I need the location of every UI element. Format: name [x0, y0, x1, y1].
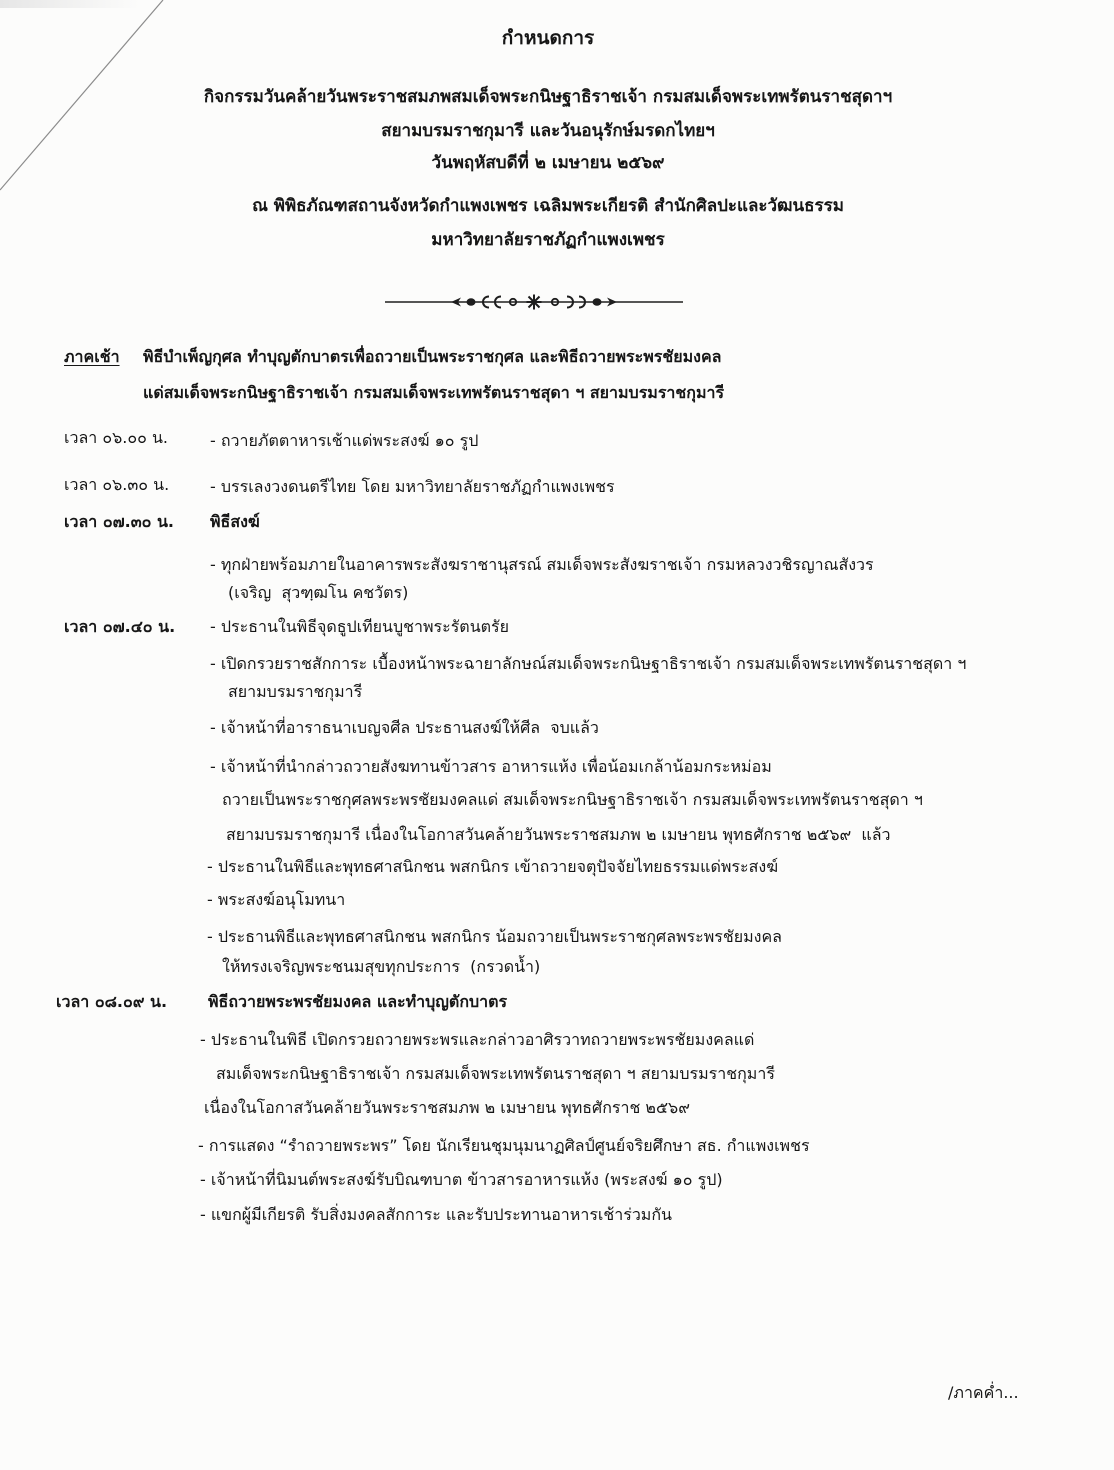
continuation-line: สยามบรมราชกุมารี	[228, 682, 363, 701]
schedule-item-line: - เจ้าหน้าที่อาราธนาเบญจศีล ประธานสงฆ์ให้ศีล จบแล้ว	[210, 718, 599, 737]
header-line: กิจกรรมวันคล้ายวันพระราชสมภพสมเด็จพระกนิษฐาธิราชเจ้า กรมสมเด็จพระเทพรัตนราชสุดาฯ	[203, 87, 893, 107]
header-institution: มหาวิทยาลัยราชภัฏกำแพงเพชร	[431, 230, 665, 250]
schedule-time: เวลา ๐๖.๓๐ น.	[64, 475, 170, 494]
section-heading-line: แด่สมเด็จพระกนิษฐาธิราชเจ้า กรมสมเด็จพระเทพรัตนราชสุดา ฯ สยามบรมราชกุมารี	[143, 383, 725, 402]
schedule-time: เวลา ๐๘.๐๙ น.	[56, 992, 168, 1011]
header-date: วันพฤหัสบดีที่ ๒ เมษายน ๒๕๖๙	[431, 153, 665, 173]
section-label-morning: ภาคเช้า	[64, 347, 120, 366]
schedule-item-line: - พระสงฆ์อนุโมทนา	[207, 890, 346, 909]
schedule-item-line: - แขกผู้มีเกียรติ รับสิ่งมงคลสักการะ และรับประทานอาหารเช้าร่วมกัน	[200, 1205, 672, 1224]
schedule-time: เวลา ๐๖.๐๐ น.	[64, 428, 168, 447]
continuation-line: ถวายเป็นพระราชกุศลพระพรชัยมงคลแด่ สมเด็จพระกนิษฐาธิราชเจ้า กรมสมเด็จพระเทพรัตนราชสุดา ฯ	[222, 790, 923, 809]
schedule-item-line: - ประธานในพิธี เปิดกรวยถวายพระพรและกล่าวอาศิรวาทถวายพระพรชัยมงคลแด่	[200, 1030, 755, 1049]
schedule-item-line: - ประธานในพิธีและพุทธศาสนิกชน พสกนิกร เข้าถวายจตุปัจจัยไทยธรรมแด่พระสงฆ์	[207, 857, 779, 876]
schedule-item-line: - เปิดกรวยราชสักการะ เบื้องหน้าพระฉายาลักษณ์สมเด็จพระกนิษฐาธิราชเจ้า กรมสมเด็จพระเทพรัตนราชสุดา ฯ	[210, 654, 967, 673]
schedule-time: เวลา ๐๗.๓๐ น.	[64, 512, 174, 531]
section-heading-line: พิธีบำเพ็ญกุศล ทำบุญตักบาตรเพื่อถวายเป็นพระราชกุศล และพิธีถวายพระพรชัยมงคล	[143, 347, 722, 366]
schedule-item-line: - ประธานพิธีและพุทธศาสนิกชน พสกนิกร น้อมถวายเป็นพระราชกุศลพระพรชัยมงคล	[207, 927, 782, 946]
continuation-line: สมเด็จพระกนิษฐาธิราชเจ้า กรมสมเด็จพระเทพรัตนราชสุดา ฯ สยามบรมราชกุมารี	[216, 1064, 775, 1083]
ornament-divider	[385, 292, 683, 312]
schedule-item-line: - เจ้าหน้าที่นำกล่าวถวายสังฆทานข้าวสาร อาหารแห้ง เพื่อน้อมเกล้าน้อมกระหม่อม	[210, 757, 772, 776]
continuation-line: ให้ทรงเจริญพระชนมสุขทุกประการ (กรวดน้ำ)	[222, 957, 541, 976]
schedule-item-line: - ถวายภัตตาหารเช้าแด่พระสงฆ์ ๑๐ รูป	[210, 431, 479, 450]
continuation-line: สยามบรมราชกุมารี เนื่องในโอกาสวันคล้ายวันพระราชสมภพ ๒ เมษายน พุทธศักราช ๒๕๖๙ แล้ว	[226, 825, 891, 844]
continuation-line: เนื่องในโอกาสวันคล้ายวันพระราชสมภพ ๒ เมษายน พุทธศักราช ๒๕๖๙	[204, 1098, 690, 1117]
schedule-time: เวลา ๐๗.๔๐ น.	[64, 617, 176, 636]
schedule-item-line: - เจ้าหน้าที่นิมนต์พระสงฆ์รับบิณฑบาต ข้าวสารอาหารแห้ง (พระสงฆ์ ๑๐ รูป)	[200, 1170, 723, 1189]
schedule-item-line: - บรรเลงวงดนตรีไทย โดย มหาวิทยาลัยราชภัฏกำแพงเพชร	[210, 477, 615, 496]
schedule-item-line: - ประธานในพิธีจุดธูปเทียนบูชาพระรัตนตรัย	[210, 617, 509, 636]
schedule-item-line: - การแสดง “รำถวายพระพร” โดย นักเรียนชุมนุมนาฏศิลป์ศูนย์จริยศึกษา สธ. กำแพงเพชร	[198, 1136, 810, 1155]
schedule-subheading: พิธีสงฆ์	[210, 512, 260, 531]
header-line: สยามบรมราชกุมารี และวันอนุรักษ์มรดกไทยฯ	[381, 121, 715, 141]
page-title: กำหนดการ	[501, 27, 595, 49]
schedule-subheading: พิธีถวายพระพรชัยมงคล และทำบุญตักบาตร	[208, 992, 508, 1011]
continuation-line: (เจริญ สุวฑฺฒโน คชวัตร)	[228, 583, 409, 602]
schedule-item-line: - ทุกฝ่ายพร้อมภายในอาคารพระสังฆราชานุสรณ์ สมเด็จพระสังฆราชเจ้า กรมหลวงวชิรญาณสังวร	[210, 555, 874, 574]
header-venue: ณ พิพิธภัณฑสถานจังหวัดกำแพงเพชร เฉลิมพระเกียรติ สำนักศิลปะและวัฒนธรรม	[252, 196, 844, 216]
footer-continuation-note: /ภาคค่ำ...	[948, 1383, 1019, 1402]
